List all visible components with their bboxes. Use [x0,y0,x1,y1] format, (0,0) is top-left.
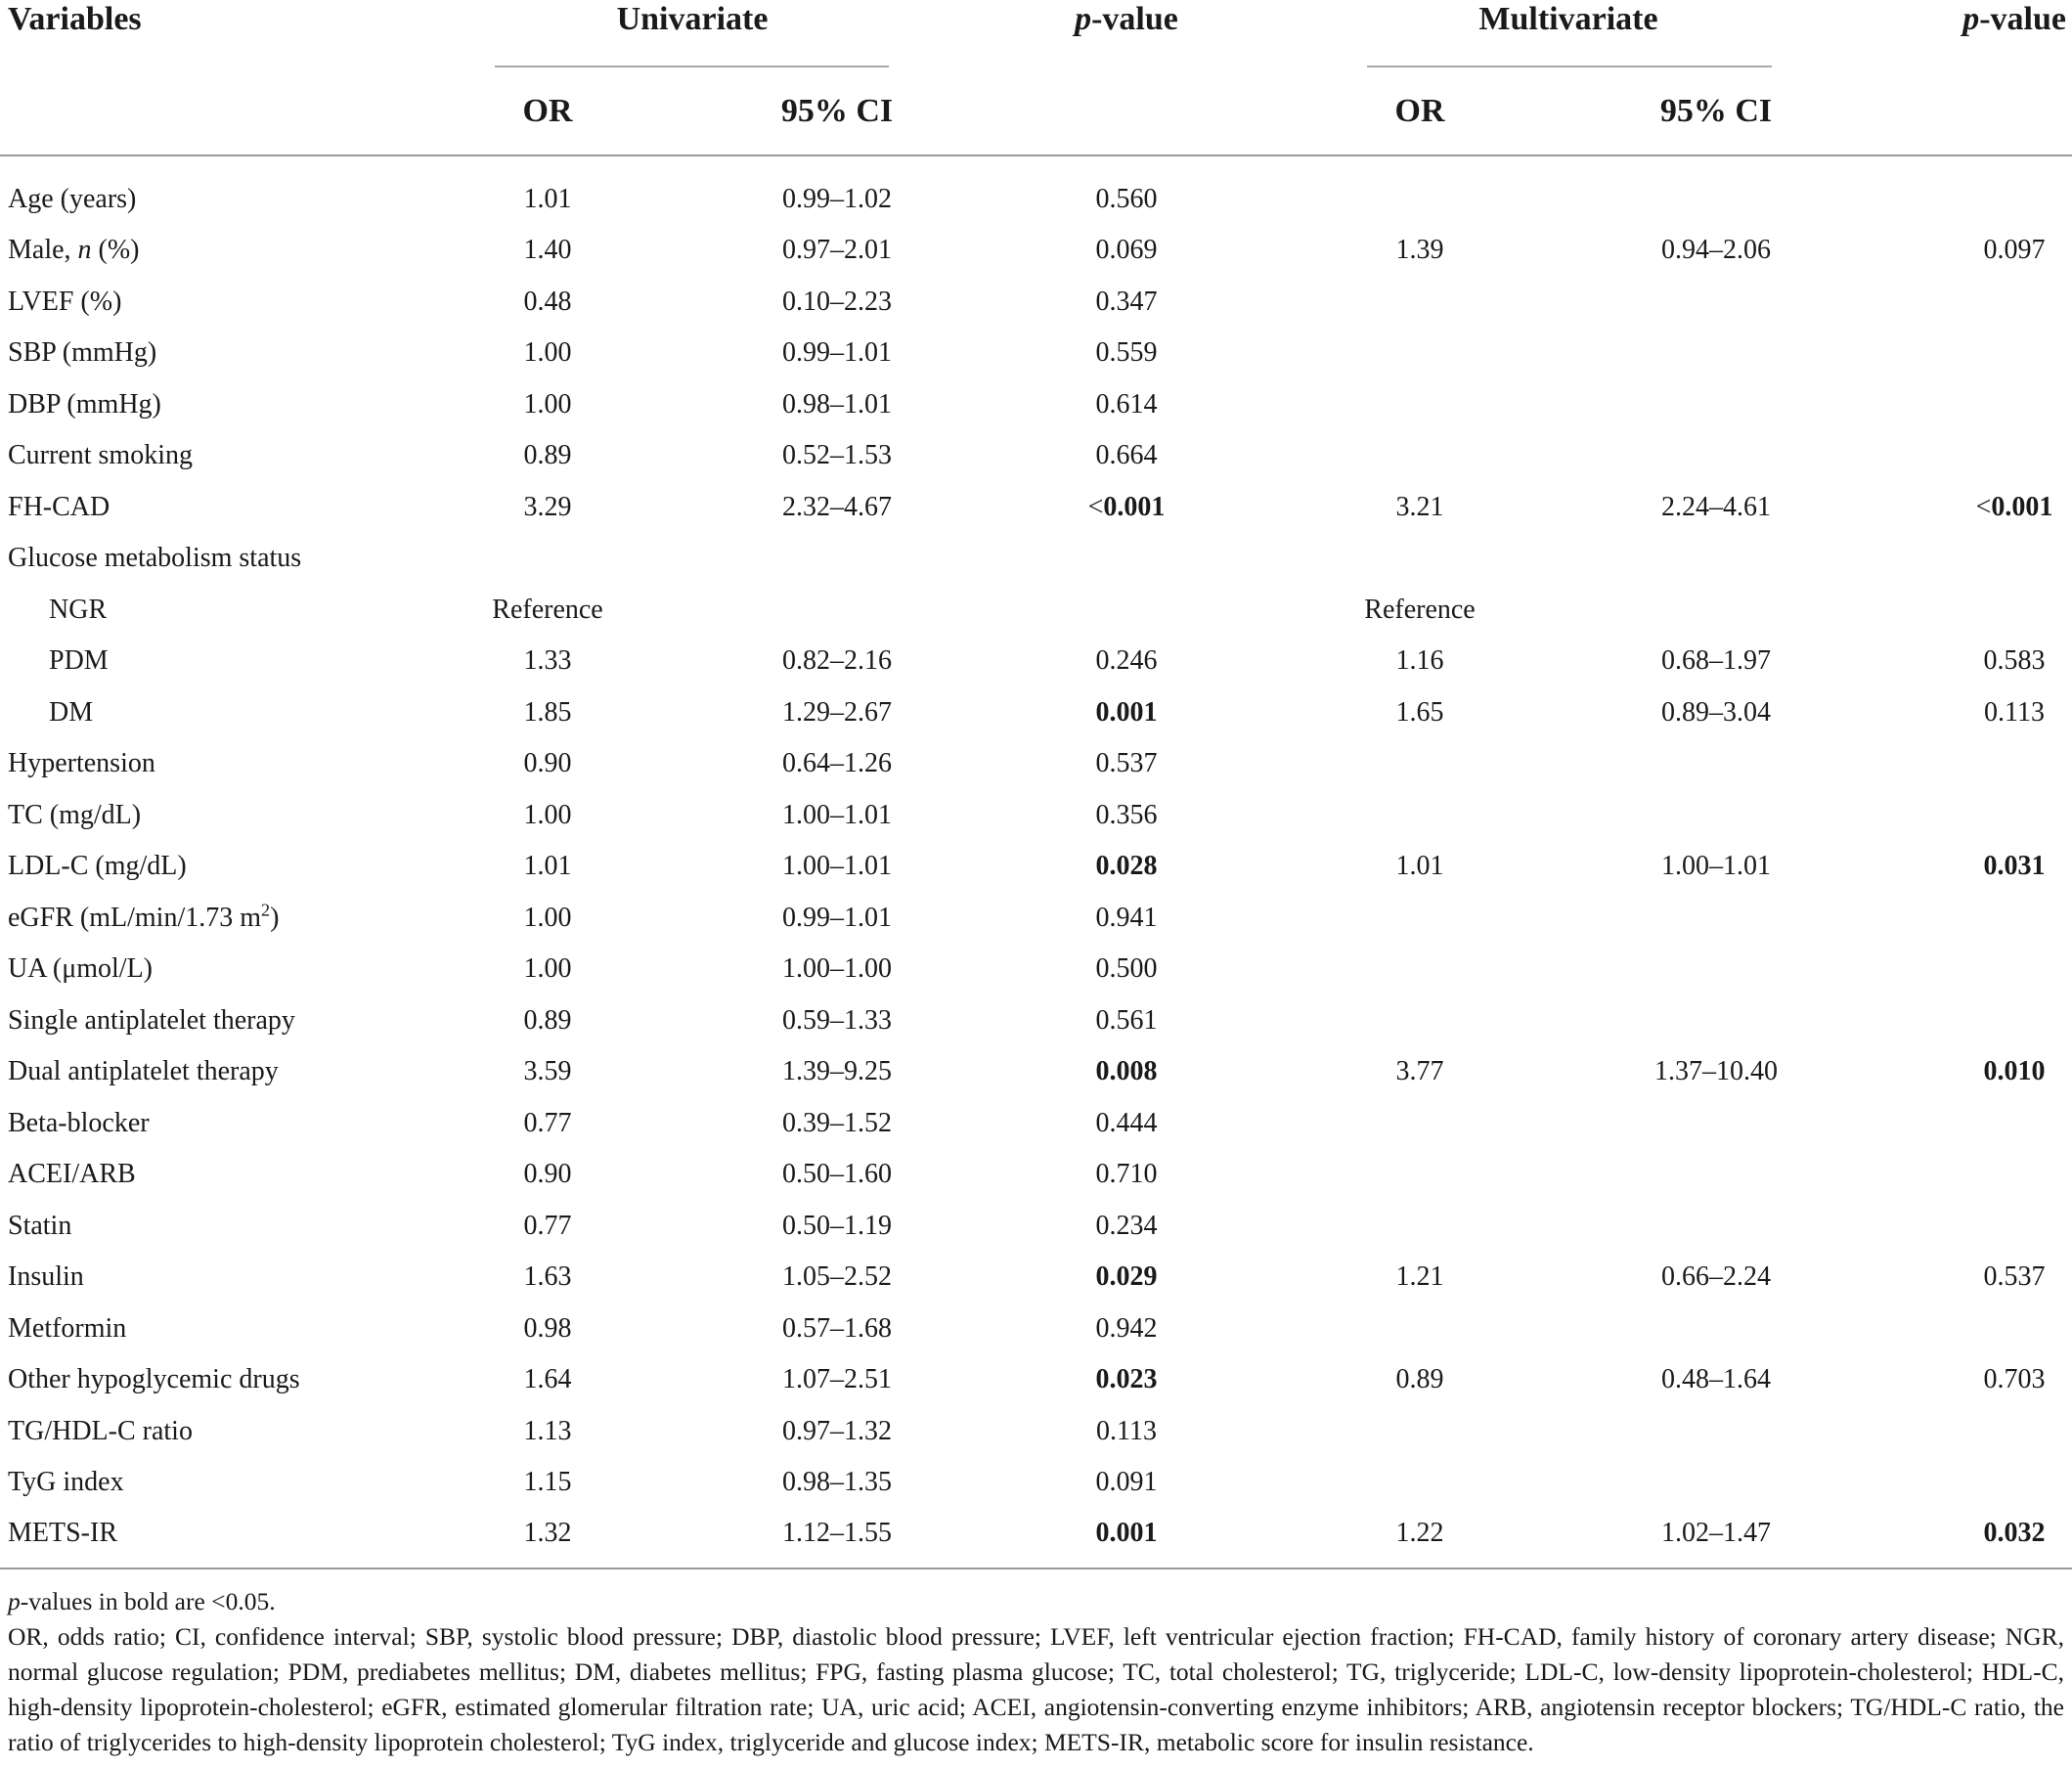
cell-multivariate-p [1984,1046,2046,1097]
row-label: FH-CAD [8,491,110,522]
p-italic: p [1075,1,1092,37]
p-value-rest: -value [1979,1,2066,37]
table-row [0,430,2072,481]
cell-univariate-or: 3.29 [523,491,572,522]
cell-univariate-or: 0.77 [523,1210,572,1241]
cell-univariate-or: 3.59 [523,1056,572,1087]
footnote-abbreviations: OR, odds ratio; CI, confidence interval; SBP, systolic blood pressure; DBP, diastolic blood pressure; LVEF, left ventricular ejection fraction; FH-CAD, family history of coronary artery disease; NGR, normal glucose regulation; PDM, prediabetes mellitus; DM, diabetes mellitus; FPG, fasting plasma glucose; TC, total cholesterol; TG, triglyceride; LDL-C, low-density lipoprotein-cholesterol; HDL-C, high-density lipoprotein-cholesterol; eGFR, estimated glomerular filtration rate; UA, uric acid; ACEI, angiotensin-converting enzyme inhibitors; ARB, angiotensin receptor blockers; TG/HDL-C ratio, the ratio of triglycerides to high-density lipoprotein cholesterol; TyG index, triglyceride and glucose index; METS-IR, metabolic score for insulin resistance. [8,1622,2064,1756]
cell-multivariate-or: 1.22 [1395,1518,1444,1549]
cell-univariate-p [1096,379,1158,430]
p-value: 0.537 [1983,1261,2046,1293]
row-label: Metformin [8,1312,127,1344]
cell-univariate-p [1096,841,1158,892]
cell-univariate-ci: 1.05–2.52 [782,1261,892,1293]
header-bottom-rule [0,155,2072,156]
cell-multivariate-ci: 0.66–2.24 [1661,1261,1771,1293]
cell-univariate-or: 1.01 [523,184,572,214]
cell-univariate-or: 0.90 [523,748,572,779]
table-row [0,1304,2072,1354]
row-label-part: eGFR (mL/min/1.73 m [8,902,261,933]
cell-univariate-or: 1.15 [523,1467,572,1497]
p-value: 0.561 [1095,1004,1158,1036]
footnote-significance [8,1584,2064,1619]
table-row [0,277,2072,328]
cell-univariate-ci: 0.50–1.60 [782,1159,892,1190]
cell-univariate-p [1096,1508,1158,1559]
cell-univariate-ci: 0.50–1.19 [782,1210,892,1241]
cell-univariate-or: 1.13 [523,1415,572,1446]
cell-multivariate-p [1984,1508,2046,1559]
cell-multivariate-or: 1.39 [1395,235,1444,266]
cell-univariate-ci: 0.57–1.68 [782,1312,892,1344]
cell-univariate-p [1096,1406,1157,1457]
row-label: Insulin [8,1261,84,1293]
cell-univariate-ci: 0.97–1.32 [782,1415,892,1446]
cell-univariate-or: 1.85 [523,696,572,728]
p-value: 0.347 [1095,286,1158,317]
table-row [0,790,2072,841]
p-value: 0.444 [1095,1107,1158,1138]
cell-univariate-ci: 0.59–1.33 [782,1004,892,1036]
table-row [0,1457,2072,1508]
cell-multivariate-p [1984,687,2045,738]
header-univariate: Univariate [616,1,769,37]
table-row [0,533,2072,584]
p-value: 0.537 [1095,748,1158,779]
cell-multivariate-ci: 0.68–1.97 [1661,645,1771,677]
cell-univariate-or: 1.40 [523,235,572,266]
cell-univariate-or: 0.48 [523,286,572,317]
header-multivariate-ci: 95% CI [1659,93,1773,129]
p-value: 0.583 [1983,645,2046,677]
p-value: 0.023 [1095,1364,1158,1395]
p-value: 0.703 [1983,1364,2046,1395]
p-value: 0.091 [1095,1467,1158,1497]
row-label: Other hypoglycemic drugs [8,1364,300,1395]
cell-univariate-p [1096,1457,1158,1508]
cell-univariate-or: 0.77 [523,1107,572,1138]
row-label: TyG index [8,1467,124,1497]
p-value: 0.010 [1983,1056,2046,1087]
p-value: 0.113 [1096,1415,1157,1446]
cell-univariate-p [1088,482,1166,533]
cell-multivariate-ci: 1.37–10.40 [1654,1056,1778,1087]
cell-multivariate-or: 1.65 [1395,696,1444,728]
table-row [0,841,2072,892]
cell-multivariate-ci: 0.48–1.64 [1661,1364,1771,1395]
table-row [0,585,2072,636]
cell-multivariate-or: 3.21 [1395,491,1444,522]
header-univariate-ci: 95% CI [780,93,894,129]
cell-univariate-ci: 0.39–1.52 [782,1107,892,1138]
row-label: Beta-blocker [8,1107,150,1138]
less-than-sign: < [1087,491,1104,522]
table-row [0,995,2072,1046]
cell-univariate-ci: 0.99–1.01 [782,337,892,369]
p-value: 0.032 [1983,1518,2046,1549]
cell-univariate-p [1096,1098,1158,1149]
cell-univariate-ci: 0.82–2.16 [782,645,892,677]
p-value: 0.941 [1095,902,1158,933]
cell-multivariate-or: Reference [1364,594,1476,625]
cell-multivariate-p [1984,841,2046,892]
cell-univariate-p [1096,174,1158,225]
cell-univariate-or: 0.89 [523,1004,572,1036]
cell-univariate-or: 1.00 [523,388,572,420]
row-label: Age (years) [8,184,137,214]
cell-univariate-p [1096,636,1158,686]
cell-multivariate-ci: 0.94–2.06 [1661,235,1771,266]
cell-univariate-p [1096,738,1158,789]
p-value: 0.028 [1095,851,1158,882]
row-label: Glucose metabolism status [8,543,302,574]
cell-univariate-ci: 0.98–1.35 [782,1467,892,1497]
table-row [0,944,2072,994]
cell-univariate-ci: 1.39–9.25 [782,1056,892,1087]
cell-univariate-ci: 0.64–1.26 [782,748,892,779]
table-row [0,225,2072,276]
table-row [0,379,2072,430]
cell-multivariate-or: 3.77 [1395,1056,1444,1087]
cell-univariate-or: 0.89 [523,440,572,471]
row-label: Single antiplatelet therapy [8,1004,295,1036]
p-value: 0.001 [1103,491,1166,522]
cell-univariate-or: 1.00 [523,799,572,830]
cell-univariate-p [1096,1046,1158,1097]
p-value: 0.097 [1983,235,2046,266]
p-value: 0.664 [1095,440,1158,471]
cell-univariate-ci: 0.98–1.01 [782,388,892,420]
cell-univariate-or: 1.00 [523,337,572,369]
p-value: 0.560 [1095,184,1158,214]
p-value: 0.234 [1095,1210,1158,1241]
table-row [0,636,2072,686]
cell-multivariate-ci: 2.24–4.61 [1661,491,1771,522]
row-label: Dual antiplatelet therapy [8,1056,279,1087]
p-value: 0.001 [1095,1518,1158,1549]
row-label: UA (μmol/L) [8,953,153,985]
cell-multivariate-p [1976,482,2053,533]
less-than-sign: < [1975,491,1992,522]
p-value: 0.069 [1095,235,1158,266]
cell-univariate-or: 1.00 [523,902,572,933]
table-row [0,1046,2072,1097]
table-row [0,687,2072,738]
p-value: 0.031 [1983,851,2046,882]
p-value: 0.942 [1095,1312,1158,1344]
table-row [0,174,2072,225]
p-value: 0.614 [1095,388,1158,420]
p-value-rest: -value [1091,1,1178,37]
table-row [0,1354,2072,1405]
table-footnotes [8,1584,2064,1760]
cell-multivariate-or: 1.21 [1395,1261,1444,1293]
cell-multivariate-p [1984,1354,2046,1405]
cell-univariate-p [1096,430,1158,481]
cell-multivariate-or: 1.16 [1395,645,1444,677]
cell-univariate-ci: 0.10–2.23 [782,286,892,317]
cell-univariate-p [1096,1252,1158,1303]
cell-univariate-or: Reference [492,594,603,625]
cell-univariate-p [1096,1304,1158,1354]
p-value: 0.356 [1095,799,1158,830]
row-label: SBP (mmHg) [8,337,157,369]
cell-univariate-p [1096,893,1158,944]
header-variables: Variables [8,1,142,37]
cell-univariate-p [1096,1201,1158,1252]
table-row [0,1508,2072,1559]
table-row [0,893,2072,944]
univariate-spanner-rule [495,66,889,67]
header-multivariate: Multivariate [1478,1,1658,37]
cell-multivariate-or: 1.01 [1395,851,1444,882]
cell-univariate-ci: 0.99–1.02 [782,184,892,214]
row-label: PDM [49,645,109,677]
p-value: 0.001 [1095,696,1158,728]
p-value: 0.008 [1095,1056,1158,1087]
row-label: METS-IR [8,1518,117,1549]
table-bottom-rule [0,1568,2072,1569]
table-row [0,738,2072,789]
row-label: NGR [49,594,108,625]
cell-univariate-or: 0.90 [523,1159,572,1190]
row-label: LDL-C (mg/dL) [8,851,187,882]
cell-univariate-or: 1.00 [523,953,572,985]
cell-univariate-p [1096,995,1158,1046]
cell-univariate-ci: 1.29–2.67 [782,696,892,728]
cell-univariate-p [1096,277,1158,328]
header-univariate-p-value [1075,0,1178,39]
p-value: 0.710 [1095,1159,1158,1190]
row-label: TC (mg/dL) [8,799,142,830]
p-value: 0.500 [1095,953,1158,985]
cell-univariate-p [1096,687,1158,738]
cell-univariate-ci: 1.00–1.00 [782,953,892,985]
cell-univariate-ci: 1.12–1.55 [782,1518,892,1549]
cell-univariate-ci: 1.07–2.51 [782,1364,892,1395]
table-row [0,328,2072,378]
cell-univariate-p [1096,225,1158,276]
cell-univariate-or: 1.01 [523,851,572,882]
cell-univariate-p [1096,328,1158,378]
table-row [0,1406,2072,1457]
row-label: ACEI/ARB [8,1159,136,1190]
table-row [0,1201,2072,1252]
row-label-superscript: 2 [261,900,271,920]
cell-univariate-p [1096,944,1158,994]
cell-univariate-p [1096,790,1158,841]
header-univariate-or: OR [522,93,573,129]
table-row [0,1149,2072,1200]
p-value: 0.559 [1095,337,1158,369]
cell-univariate-or: 1.33 [523,645,572,677]
cell-univariate-ci: 1.00–1.01 [782,851,892,882]
cell-multivariate-ci: 1.00–1.01 [1661,851,1771,882]
cell-univariate-or: 1.32 [523,1518,572,1549]
p-italic: p [8,1587,21,1615]
cell-multivariate-p [1984,636,2046,686]
table-row [0,1252,2072,1303]
p-italic: p [1962,1,1980,37]
cell-multivariate-ci: 0.89–3.04 [1661,696,1771,728]
row-label [8,893,279,944]
cell-multivariate-ci: 1.02–1.47 [1661,1518,1771,1549]
cell-univariate-ci: 0.97–2.01 [782,235,892,266]
row-label: TG/HDL-C ratio [8,1415,193,1446]
cell-univariate-ci: 0.52–1.53 [782,440,892,471]
row-label: Statin [8,1210,72,1241]
cell-univariate-p [1096,1354,1158,1405]
row-label: DM [49,696,94,728]
row-label: DBP (mmHg) [8,388,161,420]
header-multivariate-or: OR [1394,93,1445,129]
row-label-part: ) [270,902,280,933]
p-value: 0.029 [1095,1261,1158,1293]
row-label-italic: n [77,235,92,266]
cell-univariate-ci: 0.99–1.01 [782,902,892,933]
cell-univariate-ci: 1.00–1.01 [782,799,892,830]
cell-univariate-or: 1.64 [523,1364,572,1395]
row-label [8,225,140,276]
row-label-part: Male, [8,235,78,266]
cell-multivariate-p [1984,1252,2046,1303]
cell-univariate-or: 1.63 [523,1261,572,1293]
multivariate-spanner-rule [1367,66,1772,67]
p-value: 0.246 [1095,645,1158,677]
cell-univariate-or: 0.98 [523,1312,572,1344]
table-row [0,1098,2072,1149]
cell-univariate-p [1096,1149,1158,1200]
table-row [0,482,2072,533]
row-label: LVEF (%) [8,286,122,317]
p-value: 0.001 [1991,491,2053,522]
row-label: Current smoking [8,440,193,471]
row-label: Hypertension [8,748,155,779]
cell-multivariate-or: 0.89 [1395,1364,1444,1395]
cell-univariate-ci: 2.32–4.67 [782,491,892,522]
p-value: 0.113 [1984,696,2045,728]
footnote-significance-text: -values in bold are <0.05. [20,1587,276,1615]
header-multivariate-p-value [1962,0,2066,39]
row-label-part: (%) [91,235,140,266]
cell-multivariate-p [1984,225,2046,276]
